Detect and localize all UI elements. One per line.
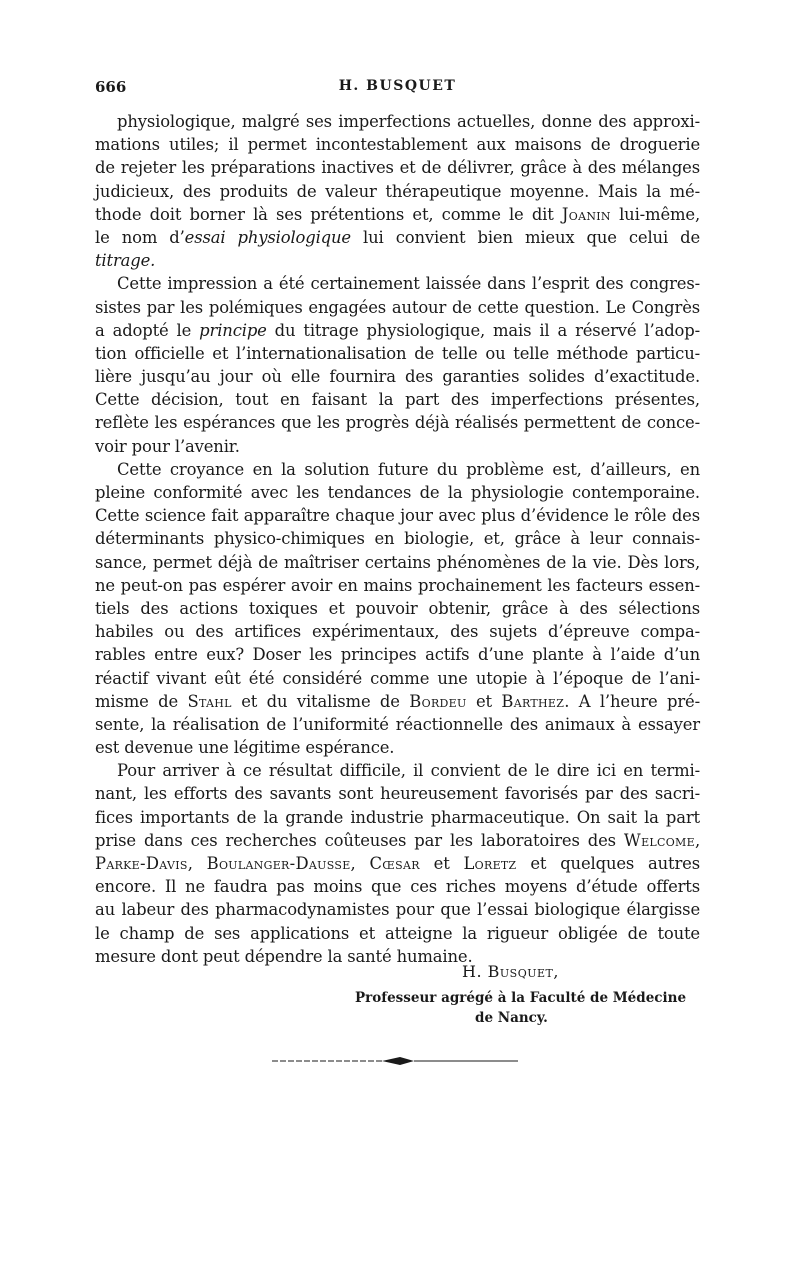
emphasis: principe xyxy=(199,320,267,340)
text-run: sance, permet déjà de maîtriser certains phénomènes de la vie. Dès lors, xyxy=(95,552,700,572)
text-line xyxy=(95,806,700,829)
text-line xyxy=(95,296,700,319)
text-run: rables entre eux? Doser les principes actifs d’une plante à l’aide d’un xyxy=(95,645,700,665)
text-line xyxy=(95,782,700,805)
text-run: et quelques autres xyxy=(516,854,700,873)
text-run: Pour arriver à ce résultat difficile, il convient de le dire ici en termi- xyxy=(117,761,700,781)
text-run: misme de xyxy=(95,691,188,711)
text-run: et du vitalisme de xyxy=(231,691,410,711)
text-line xyxy=(95,922,700,945)
proper-name: Joanin xyxy=(561,204,611,224)
text-line xyxy=(95,180,700,203)
text-run: lui-même, xyxy=(610,204,700,224)
text-line xyxy=(95,203,700,226)
proper-name: Bordeu xyxy=(409,691,467,711)
text-run: tiels des actions toxiques et pouvoir obtenir, grâce à des sélections xyxy=(95,598,700,618)
text-run: . A l’heure pré- xyxy=(564,691,700,711)
text-line xyxy=(95,365,700,388)
text-run: thode doit borner là ses prétentions et, comme le dit xyxy=(95,204,562,224)
text-line xyxy=(95,736,700,759)
paragraph xyxy=(95,458,700,759)
text-run: habiles ou des artifices expérimentaux, des sujets d’épreuve compa- xyxy=(95,622,700,642)
text-run: ne peut-on pas espérer avoir en mains prochainement les facteurs essen- xyxy=(95,575,700,595)
text-line xyxy=(95,574,700,597)
text-line xyxy=(95,249,700,272)
text-run: encore. Il ne faudra pas moins que ces riches moyens d’étude offerts xyxy=(95,877,700,897)
text-run: Cette croyance en la solution future du problème est, d’ailleurs, en xyxy=(117,459,700,479)
text-run: déterminants physico-chimiques en biologie, et, grâce à leur connais- xyxy=(95,529,700,549)
text-line xyxy=(95,133,700,156)
article-body xyxy=(95,110,700,968)
running-head xyxy=(95,78,700,100)
text-run: , xyxy=(350,854,370,873)
text-line xyxy=(95,110,700,133)
text-line xyxy=(95,435,700,458)
header-title: H. BUSQUET xyxy=(338,78,457,94)
text-run: , xyxy=(187,854,207,873)
text-run: et xyxy=(466,691,502,711)
text-line xyxy=(95,713,700,736)
proper-name: Boulanger-Dausse xyxy=(206,854,351,873)
text-run: lière jusqu’au jour où elle fournira des garanties solides d’exactitude. xyxy=(95,367,700,387)
text-line xyxy=(95,667,700,690)
text-run: au labeur des pharmacodynamistes pour que l’essai biologique élargisse xyxy=(95,900,700,920)
text-run: sistes par les polémiques engagées autour de cette question. Le Congrès xyxy=(95,297,700,317)
text-run: est devenue une légitime espérance. xyxy=(95,738,395,758)
emphasis: essai physiologique xyxy=(184,227,351,247)
text-line xyxy=(95,527,700,550)
text-line xyxy=(95,156,700,179)
text-line xyxy=(95,272,700,295)
proper-name: Stahl xyxy=(187,691,232,711)
text-line xyxy=(95,319,700,342)
text-run: le nom d’ xyxy=(95,227,185,247)
text-run: fices importants de la grande industrie pharmaceutique. On sait la part xyxy=(95,807,700,827)
text-run: prise dans ces recherches coûteuses par les laboratoires des xyxy=(95,830,624,850)
end-ornament xyxy=(272,1055,518,1067)
text-line xyxy=(95,643,700,666)
text-line xyxy=(95,875,700,898)
text-run: mations utiles; il permet incontestablement aux maisons de droguerie xyxy=(95,135,700,155)
paragraph xyxy=(95,759,700,968)
text-line xyxy=(95,620,700,643)
text-run: reflète les espérances que les progrès déjà réalisés permettent de conce- xyxy=(95,413,700,433)
text-line xyxy=(95,504,700,527)
text-run: tion officielle et l’internationalisation de telle ou telle méthode particu- xyxy=(95,343,700,363)
signature-block xyxy=(95,962,700,1032)
proper-name: Loretz xyxy=(463,854,517,873)
text-line xyxy=(95,388,700,411)
text-run: pleine conformité avec les tendances de la physiologie contemporaine. xyxy=(95,483,700,502)
text-line xyxy=(95,226,700,249)
emphasis: titrage. xyxy=(95,251,156,271)
text-line xyxy=(95,551,700,574)
text-run: le champ de ses applications et atteigne la rigueur obligée de toute xyxy=(95,923,700,943)
text-line xyxy=(95,481,700,504)
text-run: et xyxy=(419,854,464,873)
paragraph xyxy=(95,272,700,458)
text-line xyxy=(95,759,700,782)
text-line xyxy=(95,411,700,434)
text-run: Cette science fait apparaître chaque jour avec plus d’évidence le rôle des xyxy=(95,506,700,526)
ornament-diamond xyxy=(382,1057,414,1065)
author-title: Professeur agrégé à la Faculté de Médecine xyxy=(355,990,687,1006)
text-line xyxy=(95,458,700,481)
text-line xyxy=(95,829,700,852)
text-run: Cette décision, tout en faisant la part des imperfections présentes, xyxy=(95,390,700,410)
text-run: du titrage physiologique, mais il a réservé l’adop- xyxy=(266,320,700,340)
text-run: physiologique, malgré ses imperfections actuelles, donne des approxi- xyxy=(117,112,700,131)
paragraph xyxy=(95,110,700,272)
text-line xyxy=(95,690,700,713)
text-run: mesure dont peut dépendre la santé humaine. xyxy=(95,946,473,966)
text-run: réactif vivant eût été considéré comme une utopie à l’époque de l’ani- xyxy=(95,668,700,688)
text-line xyxy=(95,342,700,365)
text-run: sente, la réalisation de l’uniformité réactionnelle des animaux à essayer xyxy=(95,714,700,734)
author-city: de Nancy. xyxy=(475,1010,548,1026)
proper-name: Parke-Davis xyxy=(95,854,188,873)
page-number: 666 xyxy=(95,78,127,96)
text-run: a adopté le xyxy=(95,320,200,340)
text-run: voir pour l’avenir. xyxy=(95,436,240,456)
proper-name: Cœsar xyxy=(369,854,420,873)
text-run: lui convient bien mieux que celui de xyxy=(351,227,701,247)
text-run: judicieux, des produits de valeur thérapeutique moyenne. Mais la mé- xyxy=(95,181,700,201)
text-run: Cette impression a été certainement laissée dans l’esprit des congres- xyxy=(117,274,700,294)
proper-name: Barthez xyxy=(501,691,565,711)
text-run: de rejeter les préparations inactives et de délivrer, grâce à des mélanges xyxy=(95,158,700,178)
author-name: H. Busquet, xyxy=(462,962,559,981)
text-line xyxy=(95,597,700,620)
text-line xyxy=(95,898,700,921)
text-line xyxy=(95,852,700,875)
proper-name: Welcome xyxy=(623,830,695,850)
text-run: , xyxy=(694,830,700,850)
text-run: nant, les efforts des savants sont heureusement favorisés par des sacri- xyxy=(95,784,700,804)
